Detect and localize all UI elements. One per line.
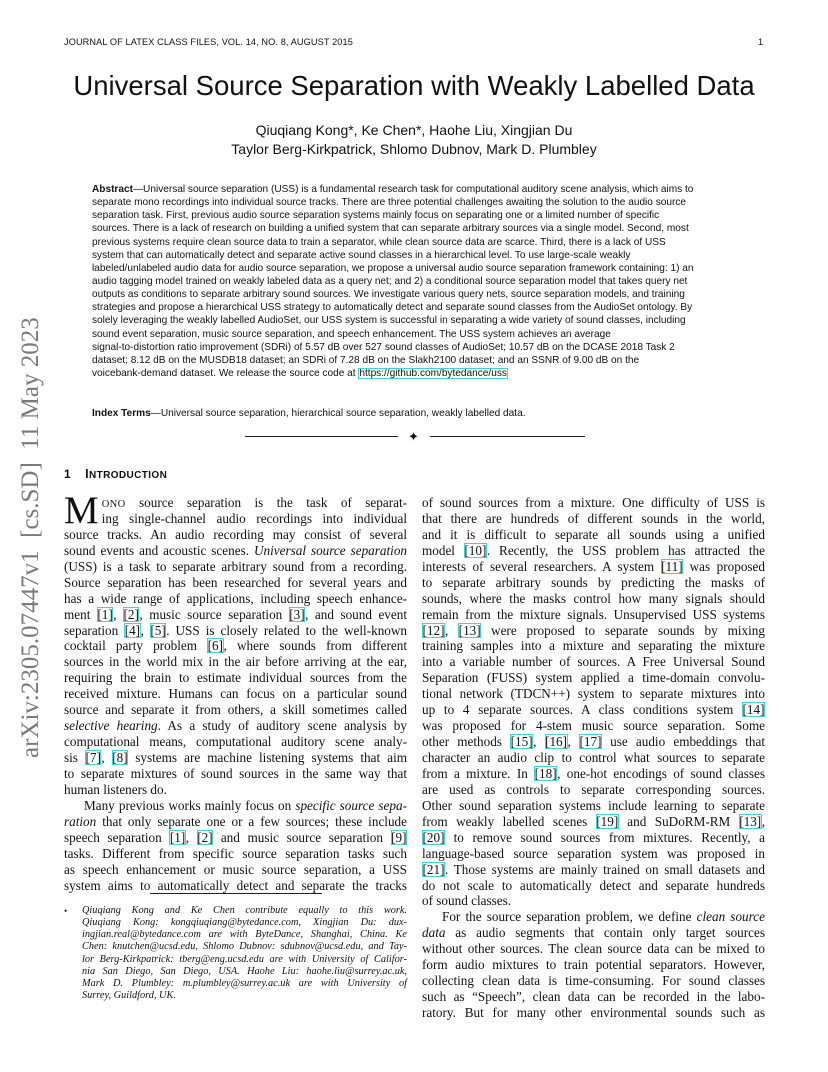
citation-link[interactable]: [20]: [422, 829, 445, 845]
body-line: source tracks. An audio recording may consist of several: [64, 526, 407, 542]
body-line: sources in the world mix in the air before arriving at the ear,: [64, 654, 407, 670]
source-code-link[interactable]: https://github.com/bytedance/uss: [359, 367, 507, 379]
body-line: requiring the brain to estimate individual sources from the: [64, 670, 407, 686]
paper-title: Universal Source Separation with Weakly Labelled Data: [73, 70, 755, 101]
abstract-line: outputs as conditions to separate arbitrary sound sources. We investigate various query nets, source separation models, and training: [92, 289, 685, 301]
body-line: model [10]. Recently, the USS problem has attracted the: [422, 542, 765, 558]
body-line: remain from the mixture signals. Unsupervised USS systems: [422, 606, 765, 622]
body-line: to separate mixtures of sound sources in the same way that: [64, 765, 407, 781]
drop-cap: M: [64, 489, 99, 532]
citation-link[interactable]: [16]: [545, 734, 568, 750]
body-line: ment [1], [2], music source separation [3], and sound event: [64, 606, 408, 622]
citation-link[interactable]: [3]: [289, 606, 305, 622]
footnote-line: Surrey, Guildford, UK.: [82, 989, 176, 1001]
footnote-rule: [150, 893, 322, 894]
body-line: training samples into a mixture and separating the mixture: [422, 638, 765, 654]
body-line: tasks. Different from specific source separation tasks such: [64, 845, 407, 861]
body-line: computational means, computational auditory scene analy-: [64, 734, 407, 750]
abstract-line: dataset; 8.12 dB on the MUSDB18 dataset; an SDRi of 7.28 dB on the Slakh2100 dataset; and an SSNR of 9.00 dB on the: [92, 354, 640, 366]
body-line: language-based source separation system was proposed in: [422, 845, 765, 861]
body-line: to separate arbitrary sounds by predicting the masks of: [422, 574, 765, 590]
footnote-body: [82, 905, 407, 1002]
abstract-line: signal-to-distortion ratio improvement (SDRi) of 5.57 dB over 527 sound classes of AudioSet; 10.57 dB on the DCASE 2018 Task 2: [92, 341, 675, 353]
abstract-line: voicebank-demand dataset. We release the source code at https://github.com/bytedance/uss: [92, 367, 507, 379]
body-line: are used as controls to separate corresponding sources.: [422, 781, 765, 797]
body-line: of sound classes.: [422, 893, 512, 909]
body-line: from weakly labelled scenes [19] and SuDoRM-RM [13],: [422, 813, 765, 829]
body-line: [12], [13] were proposed to separate sounds by mixing: [422, 622, 765, 638]
footnote-line: Qiuqiang Kong and Ke Chen contribute equally to this work.: [82, 905, 407, 916]
body-line: separation [4], [5]. USS is closely related to the well-known: [64, 622, 408, 638]
body-line: interests of several researchers. A system [11] was proposed: [422, 558, 765, 574]
abstract-line: Abstract—Universal source separation (USS) is a fundamental research task for computational auditory scene analysis, which aims to: [92, 184, 694, 195]
body-line: Other sound separation systems include learning to separate: [422, 797, 765, 813]
footnote-line: lor Berg-Kirkpatrick: tberg@eng.ucsd.edu are with University of Califor-: [82, 953, 407, 965]
divider-rule-right: [430, 436, 585, 437]
abstract-line: solely leveraging the weakly labelled AudioSet, our USS system is successful in separating a wide variety of sound classes, including: [92, 315, 686, 327]
abstract-label: Abstract: [92, 184, 133, 195]
body-line: as speech enhancement or music source separation, a USS: [64, 861, 407, 877]
abstract-line: system that can automatically detect and separate active sound classes in a hierarchical level. To use large-scale weakly: [92, 249, 631, 261]
body-line: ONO source separation is the task of separat-: [101, 495, 407, 510]
divider-diamond-icon: ✦: [408, 429, 419, 444]
body-line: and it is difficult to separate all sounds using a unified: [422, 526, 765, 542]
footnote-line: Mark D. Plumbley: m.plumbley@surrey.ac.uk are with University of: [82, 977, 407, 989]
body-line: do not scale to automatically detect and separate hundreds: [422, 877, 765, 893]
body-line: such as “Speech”, clean data can be recorded in the labo-: [422, 989, 765, 1005]
index-terms-label: Index Terms: [92, 408, 151, 419]
arxiv-stamp: [6, 280, 46, 760]
citation-link[interactable]: [1]: [97, 606, 113, 622]
body-column-left: [64, 489, 408, 893]
citation-link[interactable]: [7]: [85, 750, 101, 765]
body-line: form audio mixtures to train potential separators. However,: [422, 957, 765, 973]
body-line: character an audio clip to control what sources to separate: [422, 750, 765, 765]
body-line: was proposed for 4-stem music source separation. Some: [422, 718, 765, 734]
body-line: ing single-channel audio recordings into individual: [101, 510, 407, 526]
body-line: cocktail party problem [6], where sounds from different: [64, 638, 407, 654]
abstract-line: strategies and propose a hierarchical USS strategy to automatically detect and separate sound classes from the AudioSet ontology. By: [92, 302, 693, 314]
body-line: system aims to automatically detect and separate the tracks: [64, 877, 407, 893]
body-line: other methods [15], [16], [17] use audio embeddings that: [422, 734, 766, 750]
body-line: of sound sources from a mixture. One difficulty of USS is: [422, 495, 765, 510]
citation-link[interactable]: [17]: [579, 734, 602, 750]
footnote-line: ingjian.real@bytedance.com are with ByteDance, Shanghai, China. Ke: [82, 929, 407, 941]
section-number: 1: [64, 467, 72, 481]
footnote-line: nia San Diego, San Diego, USA. Haohe Liu: haohe.liu@surrey.ac.uk,: [82, 965, 407, 977]
body-line: human listeners do.: [64, 781, 167, 797]
body-line: sounds, where the masks control how many signals should: [422, 590, 765, 606]
citation-link[interactable]: [11]: [661, 558, 683, 574]
body-line: without other sources. The clean source data can be mixed to: [422, 941, 765, 957]
citation-link[interactable]: [6]: [207, 638, 224, 654]
abstract: [92, 183, 740, 380]
body-line: ratory. But for many other environmental sounds such as: [422, 1005, 765, 1020]
body-line: ration that only separate one or a few sources; these include: [64, 813, 407, 829]
divider-rule-left: [245, 436, 398, 437]
abstract-line: previous systems require clean source data to train a separator, while clean source data are scarce. Third, there is a lack of USS: [92, 236, 666, 248]
citation-link[interactable]: [4]: [124, 622, 141, 638]
abstract-line: audio tagging model trained on weakly labeled data as a query net; and 2) a conditional source separation model that takes query net: [92, 275, 688, 287]
body-line: Many previous works mainly focus on specific source sepa-: [84, 797, 407, 813]
body-line: has a wide range of applications, including speech enhance-: [64, 590, 407, 606]
citation-link[interactable]: [13]: [739, 813, 762, 829]
abstract-line: sound event separation, music source separation, and speech enhancement. The USS system achieves an average: [92, 328, 611, 340]
author-list: [0, 121, 828, 159]
citation-link[interactable]: [2]: [197, 829, 213, 845]
body-line: sound events and acoustic scenes. Universal source separation: [64, 542, 408, 558]
citation-link[interactable]: [13]: [458, 622, 481, 638]
abstract-line: sources. There is a lack of research on building a unified system that can separate arbitrary sources via a single model. Second, most: [92, 223, 689, 235]
citation-link[interactable]: [19]: [596, 813, 619, 829]
citation-link[interactable]: [15]: [510, 734, 533, 750]
footnote-line: Chen: knutchen@ucsd.edu, Shlomo Dubnov: sdubnov@ucsd.edu, and Tay-: [82, 941, 407, 953]
body-line: from a mixture. In [18], one-hot encodings of sound classes: [422, 765, 765, 781]
citation-link[interactable]: [14]: [742, 702, 765, 718]
abstract-line: separate mono recordings into individual source tracks. There are three potential challenges awaiting the solution to the audio source: [92, 197, 687, 209]
body-line: For the source separation problem, we define clean source: [442, 909, 765, 925]
body-line: up to 4 separate sources. A class conditions system [14]: [422, 702, 765, 718]
body-line: received mixture. Humans can focus on a particular sound: [64, 686, 407, 702]
body-column-right: [422, 495, 765, 1021]
page-number: 1: [758, 37, 764, 47]
body-line: [20] to remove sound sources from mixtures. Recently, a: [422, 829, 765, 845]
citation-link[interactable]: [8]: [112, 750, 128, 765]
body-line: selective hearing. As a study of auditory scene analysis by: [64, 718, 407, 734]
index-terms: Index Terms—Universal source separation, hierarchical source separation, weakly labelled data.: [92, 408, 526, 419]
citation-link[interactable]: [12]: [422, 622, 445, 638]
body-line: speech separation [1], [2] and music source separation [9]: [64, 829, 407, 845]
citation-link[interactable]: [1]: [169, 829, 186, 845]
author-line-2: Taylor Berg-Kirkpatrick, Shlomo Dubnov, Mark D. Plumbley: [231, 141, 597, 157]
section-heading: 1 INTRODUCTION: [64, 467, 168, 481]
author-line-1: Qiuqiang Kong*, Ke Chen*, Haohe Liu, Xingjian Du: [255, 122, 573, 138]
abstract-line: labeled/unlabeled audio data for audio source separation, we propose a universal audio source separation framework containing: 1) an: [92, 262, 694, 274]
body-line: (USS) is a task to separate arbitrary sound from a recording.: [64, 558, 407, 574]
body-line: sis [7], [8] systems are machine listening systems that aim: [64, 750, 407, 765]
citation-link[interactable]: [2]: [123, 606, 139, 622]
citation-link[interactable]: [10]: [464, 542, 487, 558]
citation-link[interactable]: [9]: [391, 829, 407, 845]
footnote-line: Qiuqiang Kong: kongqiuqiang@bytedance.com, Xingjian Du: dux-: [82, 917, 407, 929]
body-line: Separation (FUSS) system applied a time-domain convolu-: [422, 670, 765, 686]
abstract-line: separation task. First, previous audio source separation systems mainly focus on separating one or a limited number of specific: [92, 210, 660, 222]
body-line: that there are hundreds of different sounds in the world,: [422, 510, 765, 526]
citation-link[interactable]: [5]: [150, 622, 166, 638]
running-header: JOURNAL OF LATEX CLASS FILES, VOL. 14, NO. 8, AUGUST 2015: [64, 37, 353, 47]
body-line: collecting clean data is time-consuming. For sound classes: [422, 973, 765, 989]
body-line: tional network (TDCN++) system to separate mixtures into: [422, 686, 765, 702]
body-line: source and separate it from others, a skill sometimes called: [64, 702, 407, 718]
body-line: data as audio segments that contain only target sources: [422, 925, 765, 941]
citation-link[interactable]: [18]: [534, 765, 557, 781]
footnote-bullet-icon: •: [64, 906, 68, 916]
body-line: into a variable number of sources. A Free Universal Sound: [422, 654, 765, 670]
section-divider: [245, 430, 585, 444]
body-line: Source separation has been researched for several years and: [64, 574, 407, 590]
citation-link[interactable]: [21]: [422, 861, 445, 877]
arxiv-identifier: arXiv:2305.07447v1 [cs.SD] 11 May 2023: [17, 317, 44, 758]
body-line: [21]. Those systems are mainly trained on small datasets and: [422, 861, 765, 877]
